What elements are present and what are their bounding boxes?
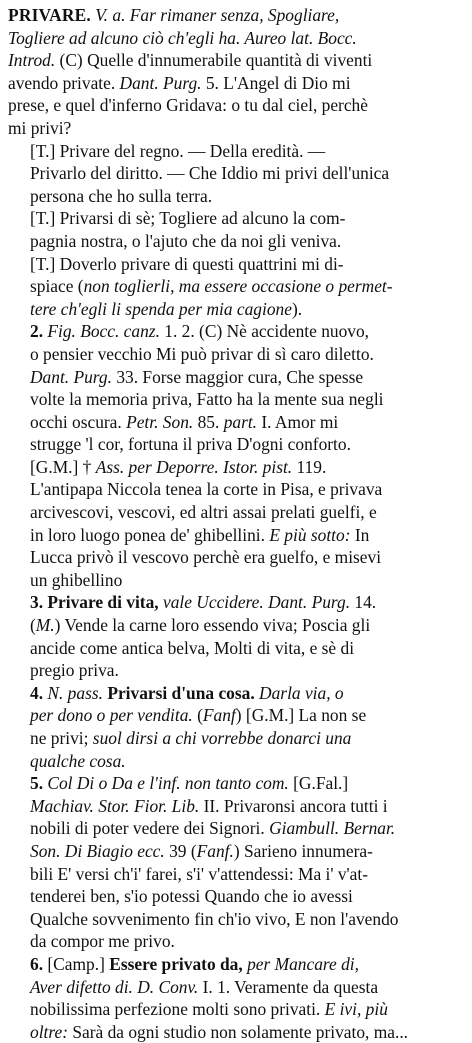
text-run: 39 ( (164, 840, 197, 861)
text-run: tere ch'egli li spenda per mia cagione (30, 298, 292, 319)
text-run: per dono o per vendita. (30, 705, 193, 726)
text-run: pregio priva. (30, 660, 119, 681)
text-run: Son. Di Biagio ecc. (30, 840, 165, 861)
text-run: part. (223, 411, 258, 432)
text-line (8, 998, 464, 1021)
text-run: I. Amor mi (257, 411, 339, 432)
text-run: oltre: (30, 1021, 68, 1042)
text-line (8, 704, 464, 727)
text-run: nobili di poter vedere dei Signori. (30, 818, 270, 839)
text-line (8, 298, 464, 321)
text-run: Giambull. Bernar. (269, 818, 396, 839)
text-line (8, 908, 464, 931)
text-run: ( (30, 615, 36, 636)
text-line (8, 49, 464, 72)
text-line (8, 659, 464, 682)
text-run: strugge 'l cor, fortuna il priva D'ogni conforto. (30, 434, 351, 455)
text-line (8, 230, 464, 253)
text-line (8, 546, 464, 569)
text-line (8, 478, 464, 501)
text-run: Lucca privò il vescovo perchè era guelfo, e misevi (30, 547, 382, 568)
text-line (8, 591, 464, 614)
text-line (8, 637, 464, 660)
text-line (8, 320, 464, 343)
text-line (8, 388, 464, 411)
text-run: L'antipapa Niccola tenea la corte in Pisa, e privava (30, 479, 383, 500)
text-run: E più sotto: (269, 524, 351, 545)
text-run: ) Vende la carne loro essendo viva; Poscia gli (54, 615, 371, 636)
entry-paragraph (8, 591, 464, 681)
headword: PRIVARE. (8, 5, 91, 25)
text-run: prese, e quel d'inferno Gridava: o tu dal ciel, perchè (8, 95, 368, 116)
text-run: 6. (30, 953, 48, 974)
text-run: 33. Forse maggior cura, Che spesse (111, 366, 364, 387)
text-run: Darla via, o (259, 682, 344, 703)
text-line (8, 253, 464, 276)
text-run: 5. L'Angel di Dio mi (201, 72, 351, 93)
entry-paragraph (8, 772, 464, 953)
text-run: ) Sarieno innumera- (233, 840, 373, 861)
text-line (8, 501, 464, 524)
text-line (8, 976, 464, 999)
text-run: Privarlo del diritto. — Che Iddio mi privi dell'unica (30, 163, 390, 184)
text-run: Essere privato da, (109, 953, 243, 974)
text-run: in loro luogo ponea de' ghibellini. (30, 524, 270, 545)
text-run: 85. (193, 411, 224, 432)
text-line (8, 772, 464, 795)
text-run: ne privi; (30, 728, 93, 748)
text-line (8, 727, 464, 750)
text-line (8, 682, 464, 705)
text-run: 119. (292, 456, 327, 477)
text-line (8, 343, 464, 366)
text-run: 5. (30, 773, 48, 794)
text-line (8, 930, 464, 953)
text-run: Qualche sovvenimento fin ch'io vivo, E non l'avendo (30, 908, 399, 929)
text-run: Petr. Son. (126, 411, 194, 432)
text-run: Fig. Bocc. canz. (47, 321, 160, 342)
text-run: E ivi, più (324, 999, 388, 1020)
text-run: mi privi? (8, 117, 72, 138)
text-run: ancide come antica belva, Molti di vita, e sè di (30, 637, 355, 658)
text-run: tenderei ben, s'io potessi Quando che io avessi (30, 886, 353, 907)
text-run: per Mancare di, (247, 953, 359, 974)
text-run: I. 1. Veramente da questa (198, 976, 379, 997)
text-run: 3. Privare di vita, (30, 592, 163, 613)
text-run: Ass. per Deporre. Istor. pist. (95, 456, 293, 477)
text-line (8, 614, 464, 637)
text-line (8, 817, 464, 840)
text-run: spiace ( (30, 276, 84, 297)
text-run: [G.Fal.] (288, 773, 349, 794)
text-run: suol dirsi a chi vorrebbe donarci una (92, 728, 352, 748)
text-run: ). (291, 298, 303, 319)
text-run: Dant. Purg. (119, 72, 202, 93)
text-run: Togliere ad alcuno ciò ch'egli ha. Aureo lat. Bocc. (8, 27, 357, 48)
text-line (8, 366, 464, 389)
text-line (8, 569, 464, 592)
text-run: qualche cosa. (30, 750, 126, 771)
entry-paragraph (8, 456, 464, 592)
text-line (8, 27, 464, 50)
text-run: 4. (30, 682, 48, 703)
text-run: II. Privaronsi ancora tutti i (199, 795, 388, 816)
text-run: Aver difetto di. D. Conv. (30, 976, 199, 997)
text-run: un ghibellino (30, 569, 123, 590)
text-run: nobilissima perfezione molti sono privati. (30, 999, 325, 1020)
text-run: da compor me privo. (30, 931, 175, 952)
text-run: 14. (350, 592, 377, 613)
text-run: [T.] Privarsi di sè; Togliere ad alcuno la com- (30, 208, 346, 229)
text-line (8, 795, 464, 818)
text-run: 1. 2. (C) Nè accidente nuovo, (159, 321, 370, 342)
text-run: non toglierli, ma essere occasione o permet- (83, 276, 393, 297)
entry-paragraph (8, 320, 464, 456)
text-line (8, 94, 464, 117)
text-run: pagnia nostra, o l'ajuto che da noi gli veniva. (30, 230, 342, 251)
entry-paragraph (8, 253, 464, 321)
text-run: vale Uccidere. Dant. Purg. (163, 592, 351, 613)
text-run: In (350, 524, 370, 545)
text-run: Fanf. (196, 840, 234, 861)
text-line (8, 433, 464, 456)
text-line (8, 456, 464, 479)
text-line (8, 750, 464, 773)
text-line (8, 185, 464, 208)
text-line (8, 953, 464, 976)
text-line (8, 140, 464, 163)
text-run: Machiav. Stor. Fior. Lib. (30, 795, 200, 816)
text-run: [Camp.] (47, 953, 110, 974)
text-run: N. pass. (47, 682, 103, 703)
text-run: Sarà da ogni studio non solamente privato, ma... (68, 1021, 409, 1042)
text-run: [T.] Privare del regno. — Della eredità. — (30, 140, 326, 161)
text-run: occhi oscura. (30, 411, 127, 432)
text-run: ( (192, 705, 203, 726)
text-run: (C) Quelle d'innumerabile quantità di viventi (55, 50, 373, 71)
text-line (8, 524, 464, 547)
text-run: [G.M.] † (30, 456, 96, 477)
text-line (8, 275, 464, 298)
text-run: Introd. (8, 50, 56, 71)
text-line (8, 72, 464, 95)
text-line (8, 117, 464, 140)
text-line (8, 1021, 464, 1043)
text-run: Col Di o Da e l'inf. non tanto com. (47, 773, 289, 794)
text-run: [T.] Doverlo privare di questi quattrini mi di- (30, 253, 344, 274)
text-line (8, 162, 464, 185)
text-run: V. a. Far rimaner senza, Spogliare, (95, 5, 340, 25)
text-line (8, 885, 464, 908)
text-run: Fanf (202, 705, 236, 726)
text-run: M. (35, 615, 55, 636)
text-line (8, 863, 464, 886)
text-run: o pensier vecchio Mi può privar di sì caro diletto. (30, 343, 374, 364)
entry-paragraph (8, 207, 464, 252)
text-line (8, 4, 464, 27)
text-line (8, 411, 464, 434)
text-run: arcivescovi, vescovi, ed altri assai prelati guelfi, e (30, 502, 377, 523)
entry-paragraph (8, 4, 464, 140)
text-line (8, 207, 464, 230)
entry-paragraph (8, 682, 464, 772)
text-run: volte la memoria priva, Fatto ha la mente sua negli (30, 389, 384, 410)
text-run: persona che ho sulla terra. (30, 185, 213, 206)
text-line (8, 840, 464, 863)
text-run: bili E' versi ch'i' farei, s'i' v'attendessi: Ma i' v'at- (30, 863, 369, 884)
entry-paragraph (8, 953, 464, 1043)
text-run: 2. (30, 321, 48, 342)
entry-paragraph (8, 140, 464, 208)
text-run: avendo private. (8, 72, 120, 93)
text-run: Privarsi d'una cosa. (107, 682, 255, 703)
text-run: Dant. Purg. (30, 366, 112, 387)
text-run: ) [G.M.] La non se (235, 705, 367, 726)
